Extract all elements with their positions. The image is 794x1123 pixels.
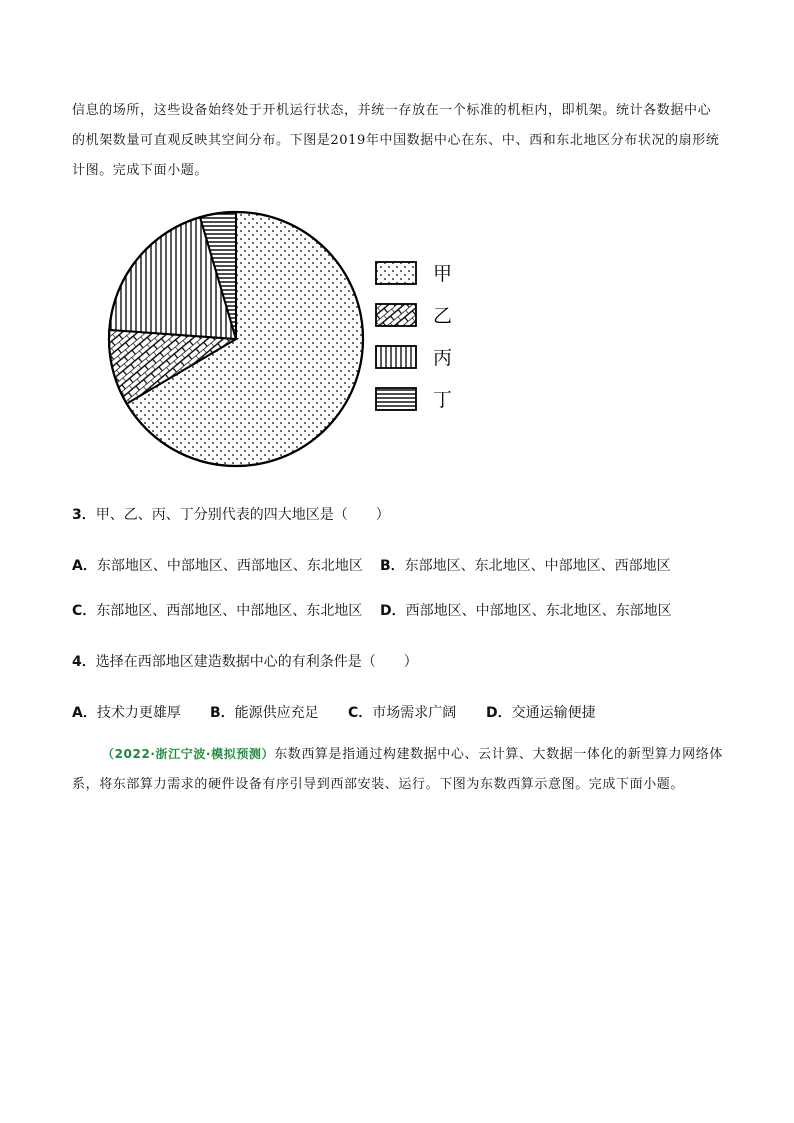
legend-swatch-1: [376, 262, 416, 284]
q3-option-b: B．东部地区、东北地区、中部地区、西部地区: [380, 558, 671, 574]
legend-label-2: 乙: [433, 305, 453, 327]
q3-option-a: A．东部地区、中部地区、西部地区、东北地区: [72, 558, 363, 574]
legend-swatch-2: [376, 304, 416, 326]
q3-option-c: C．东部地区、西部地区、中部地区、东北地区: [72, 603, 363, 619]
question-3-stem: 甲、乙、丙、丁分别代表的四大地区是（ ）: [95, 507, 390, 523]
legend-label-1: 甲: [433, 263, 453, 285]
q4-option-d: D．交通运输便捷: [486, 705, 596, 721]
next-paragraph: [72, 739, 724, 800]
legend-swatch-3: [376, 346, 416, 368]
question-4: [72, 651, 418, 671]
question-3-number: 3．: [72, 507, 96, 523]
pie-chart: [95, 205, 475, 473]
question-4-number: 4．: [72, 654, 96, 670]
legend-label-4: 丁: [433, 389, 453, 411]
question-3: [72, 504, 390, 524]
q4-option-c: C．市场需求广阔: [348, 705, 457, 721]
q4-option-b: B．能源供应充足: [210, 705, 319, 721]
question-4-stem: 选择在西部地区建造数据中心的有利条件是（ ）: [95, 654, 418, 670]
legend-swatch-4: [376, 388, 416, 410]
source-tag: （2022·浙江宁波·模拟预测）: [102, 747, 275, 761]
q4-option-a: A．技术力更雄厚: [72, 705, 181, 721]
next-paragraph-text: 东数西算是指通过构建数据中心、云计算、大数据一体化的新型算力网络体系，将东部算力需求的硬件设备有序引导到西部安装、运行。下图为东数西算示意图。完成下面小题。: [72, 747, 723, 792]
q3-option-d: D．西部地区、中部地区、东北地区、东部地区: [380, 603, 672, 619]
intro-paragraph: 信息的场所，这些设备始终处于开机运行状态，并统一存放在一个标准的机柜内，即机架。统计各数据中心的机架数量可直观反映其空间分布。下图是2019年中国数据中心在东、中、西和东北地区分布状况的扇形统计图。完成下面小题。: [72, 103, 720, 178]
legend-label-3: 丙: [433, 347, 453, 369]
